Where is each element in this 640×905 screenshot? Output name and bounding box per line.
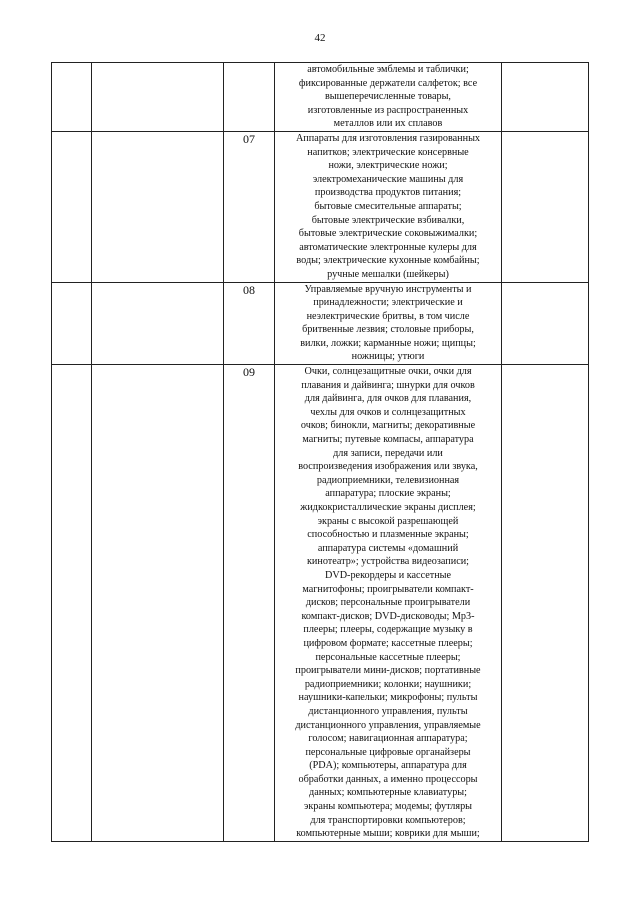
description-line: воды; электрические кухонные комбайны; (296, 255, 480, 267)
blank-cell (92, 365, 224, 842)
description-line: ручные мешалки (шейкеры) (327, 268, 449, 280)
description-line: для дайвинга, для очков для плавания, (304, 393, 472, 405)
description-line: экраны с высокой разрешающей (317, 515, 459, 527)
description-line: бытовые электрические соковыжималки; (298, 228, 478, 240)
description-line: жидкокристаллические экраны дисплея; (300, 502, 476, 513)
description-line: неэлектрические бритвы, в том числе (306, 310, 470, 322)
description-line: электромеханические машины для (312, 173, 464, 185)
description-line: бытовые электрические взбивалки, (311, 214, 465, 226)
goods-description-cell (275, 131, 502, 282)
blank-cell (52, 365, 92, 842)
description-line: для записи, передачи или (333, 447, 443, 459)
goods-description-cell (275, 63, 502, 132)
description-line: воспроизведения изображения или звука, (298, 461, 478, 473)
description-line: плавания и дайвинга; шнурки для очков (301, 379, 475, 391)
description-line: способностью и плазменные экраны; (307, 529, 469, 541)
goods-description-cell (275, 365, 502, 842)
description-line: персональные цифровые органайзеры (305, 746, 471, 758)
description-line: вилки, ложки; карманные ножи; щипцы; (300, 337, 476, 349)
description-line: радиоприемники, телевизионная (316, 474, 460, 486)
class-code-cell: 08 (224, 282, 275, 365)
description-line: проигрыватели мини-дисков; портативные (295, 665, 481, 677)
description-line: аппаратура; плоские экраны; (325, 488, 451, 500)
description-line: очков; бинокли, магниты; декоративные (300, 420, 476, 432)
description-line: кинотеатр»; устройства видеозаписи; (306, 556, 470, 568)
goods-description-cell (275, 282, 502, 365)
description-line: радиоприемники; колонки; наушники; (304, 678, 472, 690)
description-line: компакт-дисков; DVD-дисководы; Мр3- (301, 610, 475, 622)
description-line: бритвенные лезвия; столовые приборы, (302, 324, 474, 336)
description-line: аппаратура системы «домашний (317, 542, 459, 554)
description-line: экраны компьютера; модемы; футляры (303, 801, 473, 813)
description-line: DVD-рекордеры и кассетные (324, 569, 452, 581)
description-line: Аппараты для изготовления газированных (295, 132, 481, 144)
class-code-cell (224, 63, 275, 132)
table-row (52, 63, 589, 132)
description-line: данных; компьютерные клавиатуры; (309, 787, 467, 799)
blank-cell (52, 282, 92, 365)
description-line: изготовленные из распространенных (307, 104, 469, 116)
goods-classification-table (51, 62, 589, 842)
description-line: Управляемые вручную инструменты и (304, 283, 472, 295)
description-line: Очки, солнцезащитные очки, очки для (304, 366, 472, 378)
description-line: фиксированные держатели салфеток; все (298, 77, 478, 89)
description-line: компьютерные мыши; коврики для мыши; (296, 828, 480, 840)
table-row (52, 365, 589, 842)
description-line: дистанционного управления, пульты (308, 705, 468, 717)
description-line: бытовые смесительные аппараты; (314, 200, 462, 212)
blank-cell (502, 63, 589, 132)
description-line: персональные кассетные плееры; (315, 651, 461, 663)
description-line: чехлы для очков и солнцезащитных (310, 406, 466, 418)
description-line: производства продуктов питания; (314, 187, 462, 199)
description-line: голосом; навигационная аппаратура; (308, 733, 468, 745)
description-line: напитков; электрические консервные (307, 146, 469, 158)
description-line: металлов или их сплавов (333, 118, 443, 130)
description-line: (PDA); компьютеры, аппаратура для (309, 760, 467, 772)
blank-cell (502, 365, 589, 842)
blank-cell (502, 131, 589, 282)
blank-cell (92, 63, 224, 132)
class-code-cell: 07 (224, 131, 275, 282)
table-row (52, 131, 589, 282)
description-line: автомобильные эмблемы и таблички; (307, 64, 469, 75)
description-line: вышеперечисленные товары, (325, 91, 451, 103)
description-line: дисков; персональные проигрыватели (305, 597, 471, 609)
description-line: магниты; путевые компасы, аппаратура (302, 434, 474, 446)
description-line: наушники-капельки; микрофоны; пульты (298, 692, 478, 704)
description-line: плееры; плееры, содержащие музыку в (303, 624, 473, 636)
description-line: автоматические электронные кулеры для (299, 241, 477, 253)
description-line: принадлежности; электрические и (313, 297, 463, 309)
blank-cell (92, 282, 224, 365)
page-number: 42 (314, 32, 326, 44)
blank-cell (52, 63, 92, 132)
blank-cell (52, 131, 92, 282)
description-line: цифровом формате; кассетные плееры; (303, 637, 473, 649)
description-line: для транспортировки компьютеров; (310, 814, 466, 826)
description-line: магнитофоны; проигрыватели компакт- (302, 583, 474, 595)
table-body (52, 63, 589, 842)
description-line: ножницы; утюги (351, 351, 425, 363)
description-line: дистанционного управления, управляемые (295, 719, 481, 731)
blank-cell (92, 131, 224, 282)
table-row (52, 282, 589, 365)
description-line: ножи, электрические ножи; (328, 160, 448, 172)
blank-cell (502, 282, 589, 365)
description-line: обработки данных, а именно процессоры (298, 773, 478, 785)
class-code-cell: 09 (224, 365, 275, 842)
